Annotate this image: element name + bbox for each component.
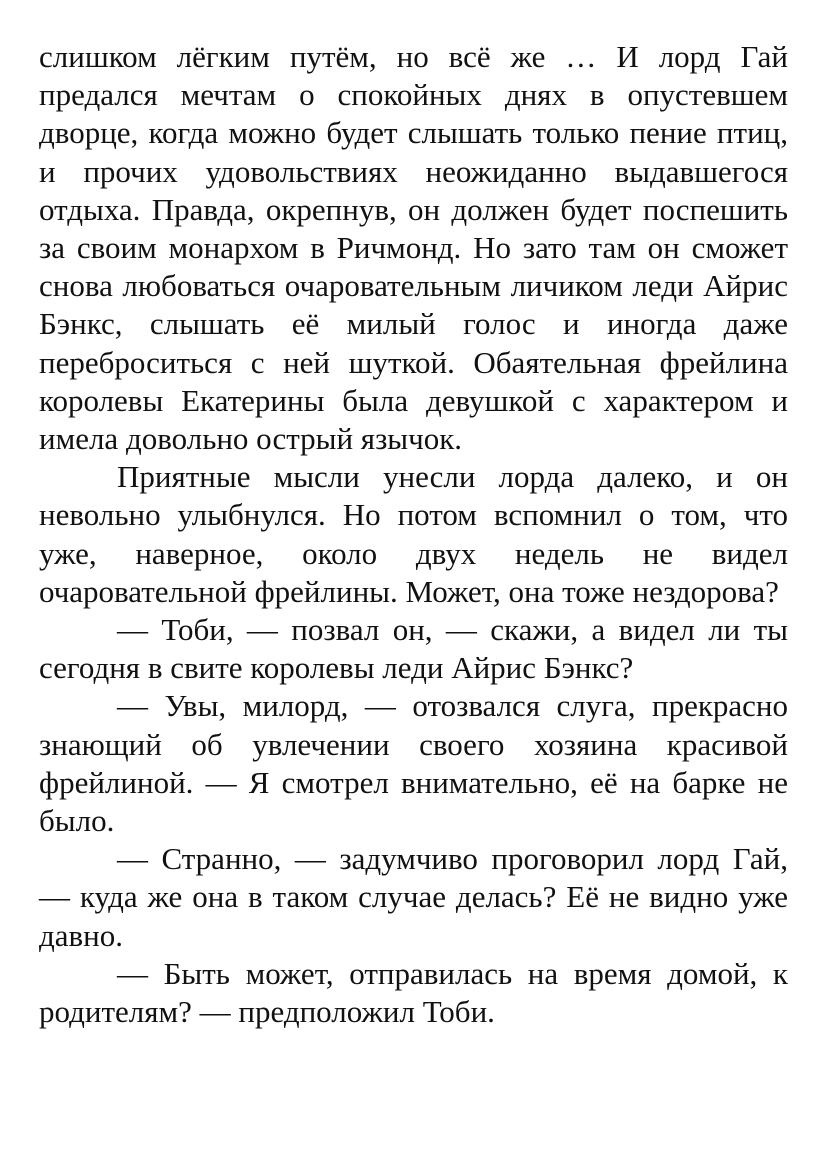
document-page [39,38,788,1031]
paragraph-6: — Быть может, отправилась на время домой, к родителям? — предположил Тоби. [39,955,788,1030]
paragraph-2: Приятные мысли унесли лорда далеко, и он невольно улыбнулся. Но потом вспомнил о том, что уже, наверное, около двух недель не видел очаровательной фрейлины. Может, она тоже нездорова? [39,459,788,609]
paragraph-4: — Увы, милорд, — отозвался слуга, прекрасно знающий об увлечении своего хозяина красивой фрейлиной. — Я смотрел внимательно, её на барке не было. [39,688,788,839]
paragraph-1: слишком лёгким путём, но всё же … И лорд Гай предался мечтам о спокойных днях в опустевшем дворце, когда можно будет слышать только пение птиц, и прочих удовольствиях неожиданно выдавшегося отдыха. Правда, окрепнув, он должен будет поспешить за своим монархом в Ричмонд. Но зато там он сможет снова любоваться очаровательным личиком леди Айрис Бэнкс, слышать её милый голос и иногда даже переброситься с ней шуткой. Обаятельная фрейлина королевы Екатерины была девушкой с характером и имела довольно острый язычок. [39,39,788,457]
paragraph-5: — Странно, — задумчиво проговорил лорд Гай, — куда же она в таком случае делась? Её не видно уже давно. [39,841,788,953]
paragraph-3: — Тоби, — позвал он, — скажи, а видел ли ты сегодня в свите королевы леди Айрис Бэнкс? [39,612,788,686]
